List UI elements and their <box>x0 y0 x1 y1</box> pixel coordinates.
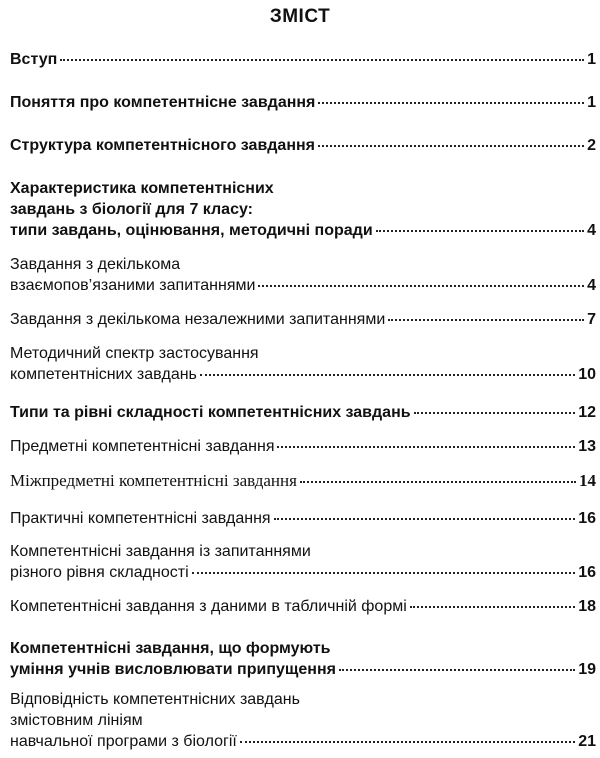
dot-leader <box>410 606 575 608</box>
toc-entry-label: Предметні компетентнісні завдання <box>10 438 275 455</box>
dot-leader <box>339 669 575 671</box>
toc-entry-concept[interactable] <box>10 92 596 113</box>
toc-entry-label: навчальної програми з біології <box>10 733 237 750</box>
toc-entry-structure[interactable] <box>10 135 596 156</box>
toc-page-number: 13 <box>578 438 596 455</box>
toc-page-number: 10 <box>578 366 596 383</box>
dot-leader <box>277 446 575 448</box>
toc-entry-line: завдань з біології для 7 класу: <box>10 201 253 218</box>
dot-leader <box>200 374 575 376</box>
page-title: ЗМІСТ <box>269 6 331 27</box>
toc-entry-curriculum-correspondence[interactable] <box>10 689 596 752</box>
toc-entry-line: Компетентнісні завдання, що формують <box>10 640 331 657</box>
toc-page-number: 7 <box>587 311 596 328</box>
dot-leader <box>318 102 584 104</box>
toc-page-number: 12 <box>578 404 596 421</box>
toc-page-number: 18 <box>578 598 596 615</box>
toc-entry-subject-tasks[interactable] <box>10 436 596 457</box>
dot-leader <box>414 412 576 414</box>
toc-entry-label: уміння учнів висловлювати припущення <box>10 661 336 678</box>
toc-entry-line: Методичний спектр застосування <box>10 345 259 362</box>
toc-entry-label: Вступ <box>10 51 58 68</box>
toc-entry-label: компетентнісних завдань <box>10 366 197 383</box>
toc-entry-label: типи завдань, оцінювання, методичні поради <box>10 222 373 239</box>
toc-entry-tabular-data[interactable] <box>10 596 596 617</box>
toc-entry-line: Завдання з декількома <box>10 256 181 273</box>
toc-entry-characteristics[interactable] <box>10 178 596 241</box>
toc-entry-label: Компетентнісні завдання з даними в табличній формі <box>10 598 407 615</box>
toc-entry-interdisciplinary-tasks[interactable] <box>10 470 596 491</box>
toc-page-number: 4 <box>587 277 596 294</box>
toc-entry-line: Характеристика компетентнісних <box>10 180 274 197</box>
toc-entry-label: Структура компетентнісного завдання <box>10 137 315 154</box>
toc-entry-line: Відповідність компетентнісних завдань <box>10 691 300 708</box>
dot-leader <box>376 230 584 232</box>
toc-entry-types-levels[interactable] <box>10 402 596 423</box>
toc-entry-line: змістовним лініям <box>10 712 143 729</box>
toc-entry-label: Завдання з декількома незалежними запитаннями <box>10 311 386 328</box>
toc-page-number: 16 <box>578 564 596 581</box>
dot-leader <box>300 481 576 483</box>
toc-page-number: 19 <box>578 661 596 678</box>
toc-page-number: 4 <box>587 222 596 239</box>
dot-leader <box>318 145 584 147</box>
toc-entry-independent-questions[interactable] <box>10 309 596 330</box>
toc-entry-label: різного рівня складності <box>10 564 189 581</box>
toc-entry-label: Міжпредметні компетентнісні завдання <box>10 471 297 490</box>
dot-leader <box>388 319 584 321</box>
toc-page-number: 2 <box>587 137 596 154</box>
toc-entry-methodical-spectrum[interactable] <box>10 343 596 385</box>
toc-entry-label: взаємопов’язаними запитаннями <box>10 277 256 294</box>
toc-entry-line: Компетентнісні завдання із запитаннями <box>10 543 311 560</box>
toc-page-number: 14 <box>579 471 596 490</box>
dot-leader <box>274 518 576 520</box>
dot-leader <box>258 285 584 287</box>
dot-leader <box>192 572 576 574</box>
toc-entry-difficulty-levels[interactable] <box>10 541 596 583</box>
toc-entry-label: Типи та рівні складності компетентнісних завдань <box>10 404 411 421</box>
toc-page-number: 16 <box>578 510 596 527</box>
toc-entry-label: Практичні компетентнісні завдання <box>10 510 271 527</box>
toc-entry-label: Поняття про компетентнісне завдання <box>10 94 316 111</box>
toc-entry-related-questions[interactable] <box>10 254 596 296</box>
toc-entry-practical-tasks[interactable] <box>10 508 596 529</box>
dot-leader <box>240 741 575 743</box>
toc-page-number: 1 <box>587 51 596 68</box>
dot-leader <box>60 59 584 61</box>
toc-entry-intro[interactable] <box>10 49 596 70</box>
toc-page-number: 1 <box>587 94 596 111</box>
toc-page-number: 21 <box>578 733 596 750</box>
toc-entry-hypotheses[interactable] <box>10 638 596 680</box>
